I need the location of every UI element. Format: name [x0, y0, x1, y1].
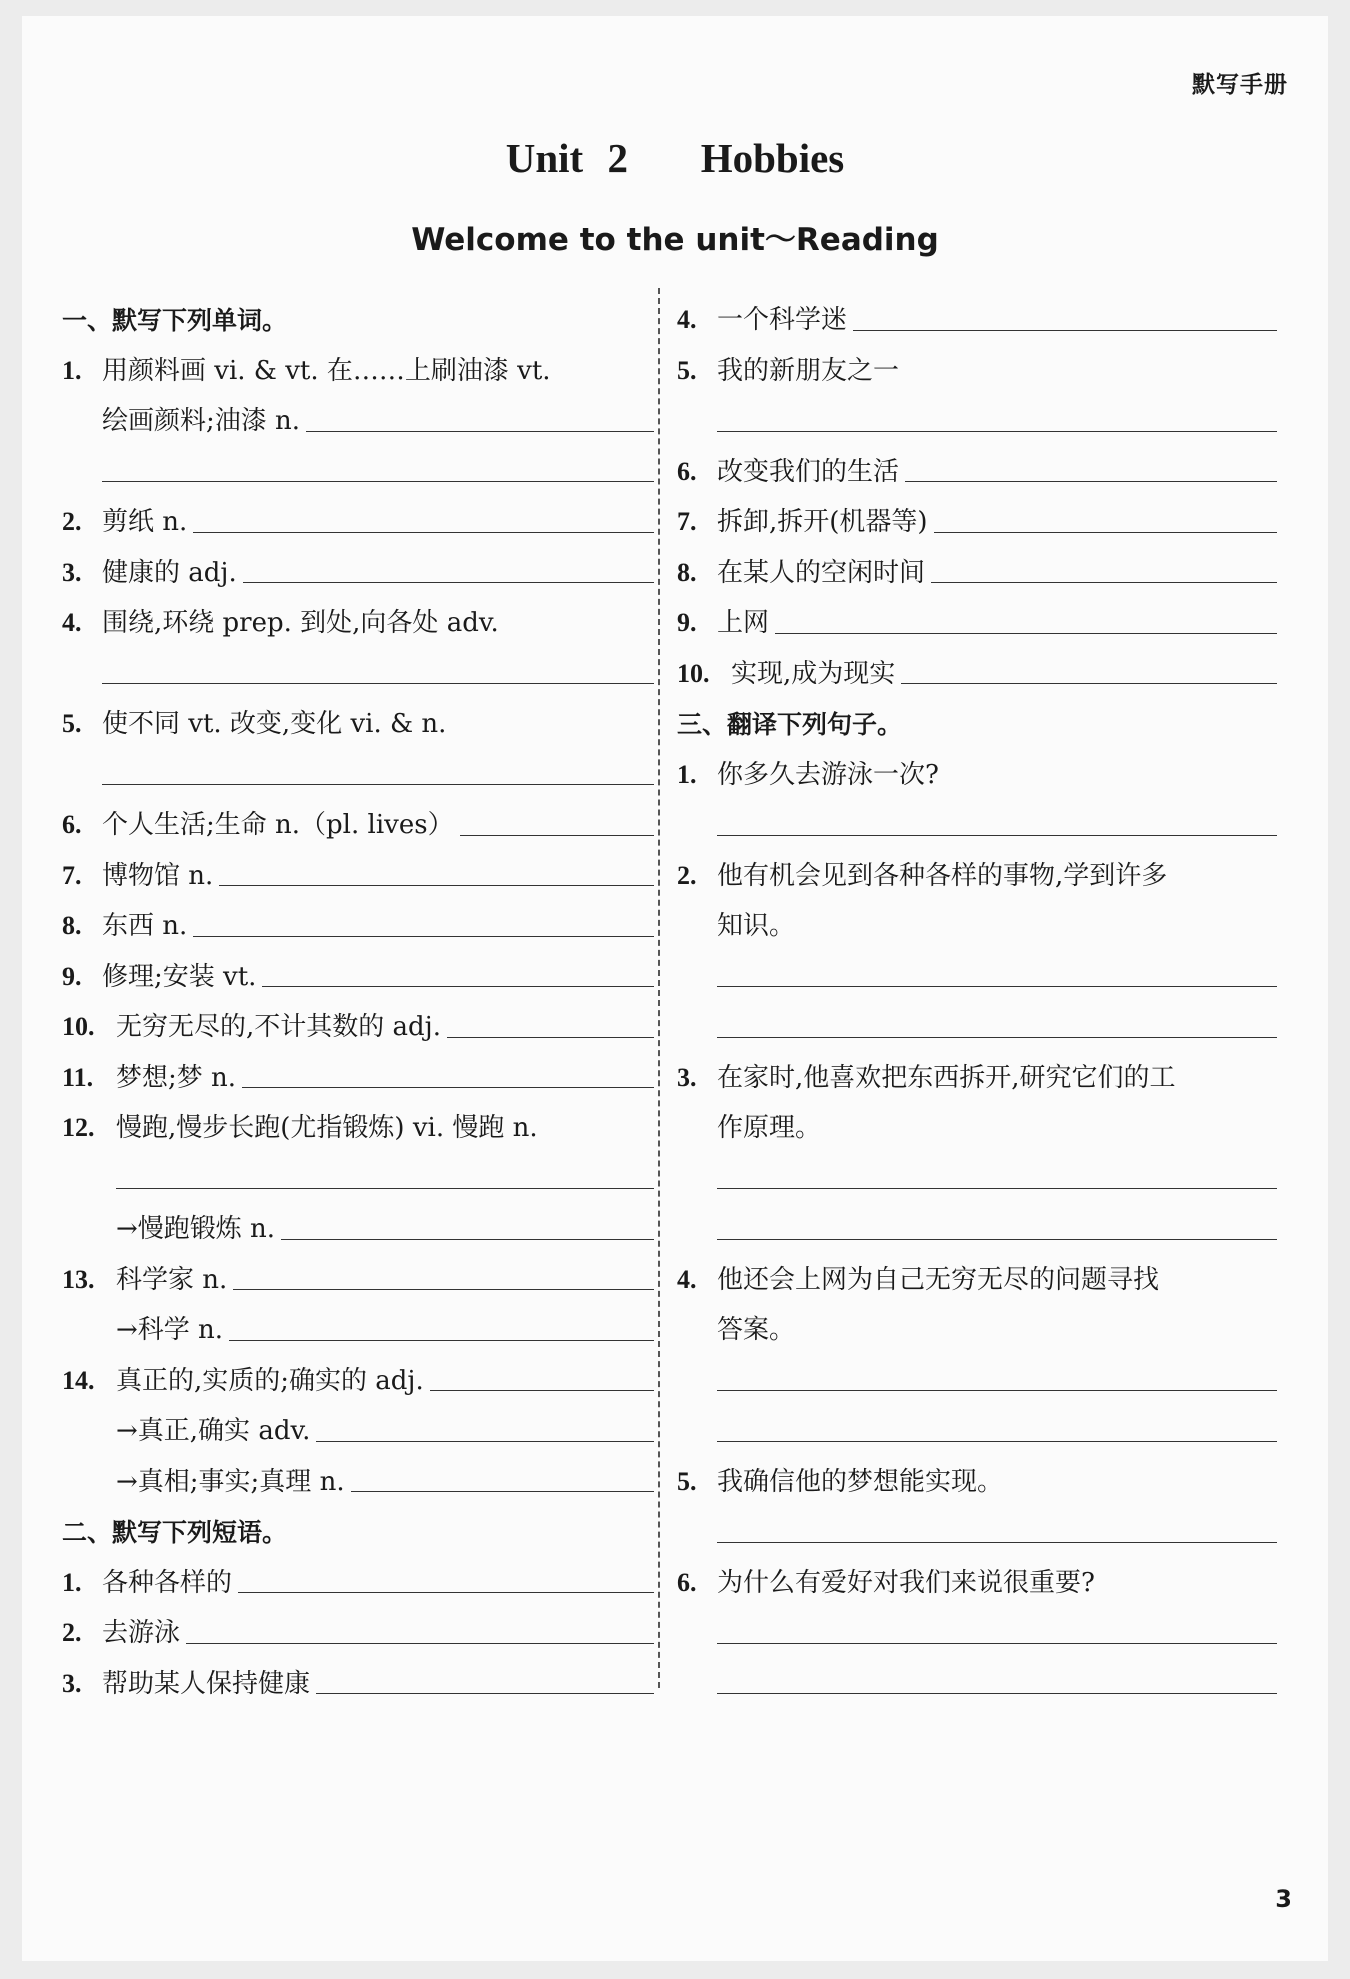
phrase-item-4: 4. 一个科学迷: [677, 286, 1277, 337]
phrase-item-1: 1. 各种各样的: [62, 1549, 654, 1600]
worksheet-page: [22, 16, 1328, 1961]
answer-line[interactable]: [775, 633, 1277, 634]
answer-line[interactable]: [901, 683, 1277, 684]
answer-line[interactable]: [186, 1643, 654, 1644]
word-item-8: 8. 东西 n.: [62, 892, 654, 943]
answer-line[interactable]: [102, 784, 654, 785]
answer-line[interactable]: [262, 986, 654, 987]
word-item-10: 10. 无穷无尽的,不计其数的 adj.: [62, 993, 654, 1044]
answer-line[interactable]: [934, 532, 1277, 533]
word-item-5: 5. 使不同 vt. 改变,变化 vi. & n.: [62, 709, 447, 739]
answer-line[interactable]: [717, 986, 1277, 987]
answer-line[interactable]: [460, 835, 654, 836]
phrase-item-5: 5. 我的新朋友之一: [677, 355, 900, 386]
sentence-item-1: 1. 你多久去游泳一次?: [677, 759, 939, 790]
answer-line[interactable]: [853, 330, 1277, 331]
answer-line[interactable]: [717, 431, 1277, 432]
answer-line[interactable]: [116, 1188, 654, 1189]
answer-line[interactable]: [193, 936, 654, 937]
answer-line[interactable]: [717, 1441, 1277, 1442]
answer-line[interactable]: [717, 1037, 1277, 1038]
page-number: 3: [1275, 1885, 1292, 1913]
section3-heading: 三、翻译下列句子。: [677, 710, 903, 740]
word-item-1-line2: 绘画颜料;油漆 n.: [62, 387, 654, 438]
sentence-item-5: 5. 我确信他的梦想能实现。: [677, 1466, 1004, 1497]
section2-heading: 二、默写下列短语。: [62, 1518, 288, 1548]
word-item-14: 14. 真正的,实质的;确实的 adj.: [62, 1347, 654, 1398]
answer-line[interactable]: [306, 431, 654, 432]
answer-line[interactable]: [316, 1693, 654, 1694]
word-item-3: 3. 健康的 adj.: [62, 539, 654, 590]
word-item-14-derived: →真正,确实 adv.: [62, 1397, 654, 1448]
sentence-item-2: 2. 他有机会见到各种各样的事物,学到许多: [677, 860, 1168, 891]
sentence-item-4: 4. 他还会上网为自己无穷无尽的问题寻找: [677, 1264, 1160, 1295]
word-item-11: 11. 梦想;梦 n.: [62, 1044, 654, 1095]
phrase-item-7: 7. 拆卸,拆开(机器等): [677, 488, 1277, 539]
phrase-item-3: 3. 帮助某人保持健康: [62, 1650, 654, 1701]
word-item-13-derived: →科学 n.: [62, 1296, 654, 1347]
answer-line[interactable]: [243, 582, 654, 583]
word-item-6: 6. 个人生活;生命 n.（pl. lives）: [62, 791, 654, 842]
phrase-item-9: 9. 上网: [677, 589, 1277, 640]
answer-line[interactable]: [717, 1239, 1277, 1240]
word-item-14-derived2: →真相;事实;真理 n.: [62, 1448, 654, 1499]
answer-line[interactable]: [717, 1542, 1277, 1543]
answer-line[interactable]: [717, 1693, 1277, 1694]
word-item-12: 12. 慢跑,慢步长跑(尤指锻炼) vi. 慢跑 n.: [62, 1113, 538, 1143]
section-subtitle: Welcome to the unit～Reading: [411, 222, 939, 258]
answer-line[interactable]: [447, 1037, 654, 1038]
answer-line[interactable]: [233, 1289, 654, 1290]
answer-line[interactable]: [717, 835, 1277, 836]
phrase-item-10: 10. 实现,成为现实: [677, 640, 1277, 691]
left-column: [62, 286, 654, 1700]
answer-line[interactable]: [430, 1390, 654, 1391]
answer-line[interactable]: [238, 1592, 654, 1593]
phrase-item-2: 2. 去游泳: [62, 1599, 654, 1650]
answer-line[interactable]: [717, 1188, 1277, 1189]
word-item-2: 2. 剪纸 n.: [62, 488, 654, 539]
unit-title: Unit 2 Hobbies: [505, 135, 845, 181]
answer-line[interactable]: [717, 1390, 1277, 1391]
answer-line[interactable]: [905, 481, 1277, 482]
word-item-9: 9. 修理;安装 vt.: [62, 943, 654, 994]
answer-line[interactable]: [102, 481, 654, 482]
word-item-4: 4. 围绕,环绕 prep. 到处,向各处 adv.: [62, 608, 499, 638]
answer-line[interactable]: [717, 1643, 1277, 1644]
word-item-13: 13. 科学家 n.: [62, 1246, 654, 1297]
right-column: 4. 一个科学迷 5. 我的新朋友之一 6. 改变我们的生活 7. 拆卸,拆开(机器等) 8. 在某人的空闲时间 9. 上网 10. 实现,成为现实 三、翻译下列句子。 1. 你多久去游泳一次? 2. 他有机会见到各种各样的事物,学到许多 知识。 3. 在家时,他喜欢把东西拆开,研究它们的工 作原理。 4. 他还会上网为自己无穷无尽的问题寻找 答案。 5. 我确信他的梦想能实现。 6. 为什么有爱好对我们来说很重要?: [677, 286, 1277, 1700]
answer-line[interactable]: [281, 1239, 654, 1240]
answer-line[interactable]: [316, 1441, 654, 1442]
word-item-1: 1. 用颜料画 vi. & vt. 在……上刷油漆 vt.: [62, 355, 551, 386]
answer-line[interactable]: [102, 683, 654, 684]
section1-heading: 一、默写下列单词。: [62, 306, 288, 336]
sentence-item-6: 6. 为什么有爱好对我们来说很重要?: [677, 1567, 1095, 1598]
answer-line[interactable]: [931, 582, 1277, 583]
phrase-item-8: 8. 在某人的空闲时间: [677, 539, 1277, 590]
answer-line[interactable]: [193, 532, 654, 533]
phrase-item-6: 6. 改变我们的生活: [677, 438, 1277, 489]
column-divider: [658, 288, 660, 1688]
word-item-12-derived: →慢跑锻炼 n.: [62, 1195, 654, 1246]
sentence-item-3: 3. 在家时,他喜欢把东西拆开,研究它们的工: [677, 1062, 1176, 1093]
answer-line[interactable]: [351, 1491, 654, 1492]
answer-line[interactable]: [219, 885, 654, 886]
answer-line[interactable]: [229, 1340, 654, 1341]
answer-line[interactable]: [242, 1087, 654, 1088]
handbook-header: 默写手册: [1192, 72, 1288, 98]
word-item-7: 7. 博物馆 n.: [62, 842, 654, 893]
